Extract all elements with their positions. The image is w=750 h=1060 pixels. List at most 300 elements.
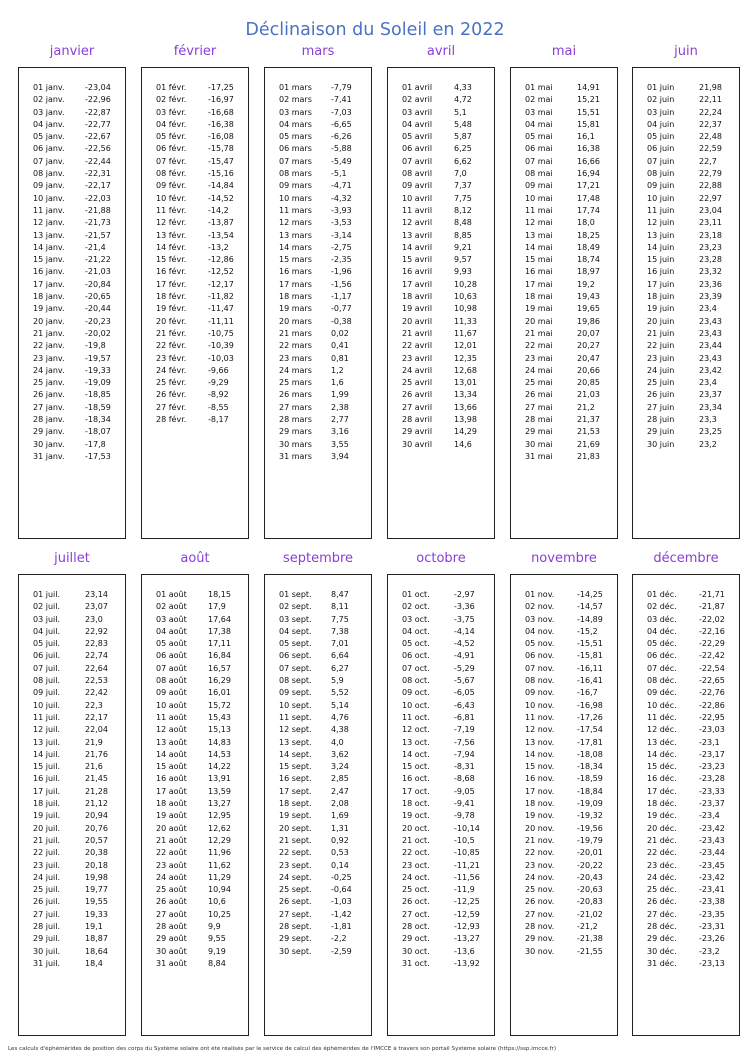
day-label: 04 févr.: [156, 119, 187, 129]
day-row: [19, 377, 125, 389]
day-row: [633, 402, 739, 414]
declination-value: -9,66: [208, 365, 229, 375]
declination-value: 4,38: [331, 725, 349, 735]
day-label: 18 juin: [647, 292, 675, 302]
day-label: 21 févr.: [156, 328, 187, 338]
day-label: 31 mai: [525, 451, 553, 461]
day-row: [19, 205, 125, 217]
day-label: 06 oct.: [402, 651, 430, 661]
day-label: 17 févr.: [156, 279, 187, 289]
declination-value: 16,66: [577, 156, 600, 166]
month-table: [510, 67, 618, 539]
declination-value: -1,81: [331, 922, 352, 932]
day-label: 28 août: [156, 922, 187, 932]
declination-value: -23,43: [699, 835, 725, 845]
day-label: 07 avril: [402, 156, 433, 166]
declination-value: -18,84: [577, 786, 603, 796]
day-label: 07 juil.: [33, 663, 61, 673]
day-row: [142, 786, 248, 798]
day-row: [19, 279, 125, 291]
day-row: [633, 180, 739, 192]
day-label: 05 févr.: [156, 132, 187, 142]
day-row: [633, 749, 739, 761]
declination-value: 22,92: [85, 626, 108, 636]
declination-value: -23,45: [699, 860, 725, 870]
day-label: 14 oct.: [402, 749, 430, 759]
day-label: 09 juil.: [33, 688, 61, 698]
declination-value: -22,17: [85, 181, 111, 191]
declination-value: 16,94: [577, 169, 600, 179]
day-label: 27 avril: [402, 402, 433, 412]
declination-value: 17,48: [577, 193, 600, 203]
day-row: [142, 675, 248, 687]
declination-value: 23,43: [699, 328, 722, 338]
day-row: [265, 810, 371, 822]
day-row: [265, 426, 371, 438]
day-label: 13 nov.: [525, 737, 555, 747]
day-row: [633, 773, 739, 785]
day-label: 18 juil.: [33, 799, 61, 809]
declination-value: -17,8: [85, 439, 106, 449]
declination-value: 10,63: [454, 292, 477, 302]
day-label: 05 déc.: [647, 639, 677, 649]
day-label: 06 juil.: [33, 651, 61, 661]
day-row: [19, 860, 125, 872]
declination-value: 3,55: [331, 439, 349, 449]
declination-value: 20,07: [577, 328, 600, 338]
day-label: 12 oct.: [402, 725, 430, 735]
declination-value: 23,23: [699, 242, 722, 252]
day-row: [19, 156, 125, 168]
day-row: [633, 328, 739, 340]
day-row: [633, 933, 739, 945]
day-label: 22 juil.: [33, 848, 61, 858]
declination-value: -16,97: [208, 95, 234, 105]
day-row: [265, 946, 371, 958]
day-label: 07 oct.: [402, 663, 430, 673]
declination-value: 22,3: [85, 700, 103, 710]
declination-value: 21,53: [577, 427, 600, 437]
day-row: [142, 810, 248, 822]
declination-value: -20,65: [85, 292, 111, 302]
day-row: [511, 773, 617, 785]
day-row: [388, 921, 494, 933]
declination-value: -17,25: [208, 83, 234, 92]
declination-value: -16,98: [577, 700, 603, 710]
declination-value: 22,88: [699, 181, 722, 191]
day-row: [388, 82, 494, 94]
month-table: [387, 574, 495, 1036]
day-row: [633, 143, 739, 155]
day-label: 30 oct.: [402, 946, 430, 956]
declination-value: -7,79: [331, 83, 352, 92]
day-row: [511, 860, 617, 872]
day-label: 13 sept.: [279, 737, 312, 747]
month-table: [264, 574, 372, 1036]
day-label: 26 août: [156, 897, 187, 907]
day-row: [388, 414, 494, 426]
declination-value: -2,97: [454, 590, 475, 599]
day-row: [142, 143, 248, 155]
day-label: 18 févr.: [156, 292, 187, 302]
declination-value: -1,96: [331, 267, 352, 277]
day-row: [19, 242, 125, 254]
day-row: [511, 143, 617, 155]
month-table: [264, 67, 372, 539]
day-row: [19, 773, 125, 785]
declination-value: -23,41: [699, 885, 725, 895]
day-label: 13 févr.: [156, 230, 187, 240]
declination-value: -23,37: [699, 799, 725, 809]
declination-value: -23,42: [699, 823, 725, 833]
day-label: 27 mai: [525, 402, 553, 412]
day-label: 29 mars: [279, 427, 312, 437]
day-row: [19, 761, 125, 773]
day-row: [142, 860, 248, 872]
day-label: 13 déc.: [647, 737, 677, 747]
declination-value: 9,57: [454, 255, 472, 265]
day-label: 23 oct.: [402, 860, 430, 870]
day-row: [511, 650, 617, 662]
day-row: [265, 601, 371, 613]
day-row: [142, 205, 248, 217]
day-row: [388, 143, 494, 155]
day-label: 26 oct.: [402, 897, 430, 907]
declination-value: 20,85: [577, 378, 600, 388]
day-row: [511, 254, 617, 266]
day-row: [388, 909, 494, 921]
day-row: [142, 82, 248, 94]
month-table: [141, 67, 249, 539]
declination-value: 8,11: [331, 602, 349, 612]
day-row: [511, 402, 617, 414]
declination-value: 9,21: [454, 242, 472, 252]
day-label: 11 janv.: [33, 205, 65, 215]
day-label: 22 avril: [402, 341, 433, 351]
day-label: 30 juin: [647, 439, 675, 449]
declination-value: -20,43: [577, 872, 603, 882]
day-label: 29 août: [156, 934, 187, 944]
day-label: 04 janv.: [33, 119, 65, 129]
declination-value: 18,97: [577, 267, 600, 277]
declination-value: 12,95: [208, 811, 231, 821]
declination-value: 18,64: [85, 946, 108, 956]
month-name: février: [173, 44, 217, 59]
day-label: 23 mai: [525, 353, 553, 363]
declination-value: 22,17: [85, 712, 108, 722]
day-label: 21 avril: [402, 328, 433, 338]
day-label: 28 nov.: [525, 922, 555, 932]
declination-value: 4,72: [454, 95, 472, 105]
day-label: 22 juin: [647, 341, 675, 351]
declination-value: 23,25: [699, 427, 722, 437]
day-row: [142, 933, 248, 945]
day-label: 18 août: [156, 799, 187, 809]
day-row: [633, 340, 739, 352]
day-row: [633, 119, 739, 131]
declination-value: -21,73: [85, 218, 111, 228]
day-label: 06 mai: [525, 144, 553, 154]
declination-value: 13,91: [208, 774, 231, 784]
day-row: [142, 872, 248, 884]
month-name: novembre: [531, 551, 597, 566]
day-row: [511, 316, 617, 328]
day-row: [511, 230, 617, 242]
declination-value: 5,52: [331, 688, 349, 698]
day-label: 16 août: [156, 774, 187, 784]
declination-value: -6,65: [331, 119, 352, 129]
day-row: [633, 94, 739, 106]
day-row: [633, 700, 739, 712]
day-row: [633, 291, 739, 303]
day-label: 13 avril: [402, 230, 433, 240]
footer-credit: Les calculs d'éphémérides de position des corps du Système solaire ont été réalisés par le service de calcul des éphémérides de l'IMCCE à travers son portail Système solaire (https://ssp.imcce.fr): [8, 1046, 557, 1052]
declination-value: 21,9: [85, 737, 103, 747]
day-row: [142, 663, 248, 675]
day-row: [388, 810, 494, 822]
day-row: [511, 451, 617, 463]
day-row: [388, 884, 494, 896]
declination-value: -22,54: [699, 663, 725, 673]
day-row: [388, 761, 494, 773]
declination-value: 8,47: [331, 590, 349, 599]
day-row: [265, 279, 371, 291]
declination-value: 4,76: [331, 712, 349, 722]
day-label: 13 mars: [279, 230, 312, 240]
day-label: 19 nov.: [525, 811, 555, 821]
day-label: 03 janv.: [33, 107, 65, 117]
declination-value: -9,05: [454, 786, 475, 796]
day-row: [511, 626, 617, 638]
declination-value: 16,1: [577, 132, 595, 142]
day-row: [633, 107, 739, 119]
day-row: [265, 872, 371, 884]
day-row: [511, 749, 617, 761]
day-row: [633, 426, 739, 438]
declination-value: 22,79: [699, 169, 722, 179]
day-label: 10 mars: [279, 193, 312, 203]
day-label: 17 sept.: [279, 786, 312, 796]
declination-value: 21,37: [577, 415, 600, 425]
day-row: [388, 823, 494, 835]
day-label: 07 févr.: [156, 156, 187, 166]
declination-value: 23,42: [699, 365, 722, 375]
day-label: 03 avril: [402, 107, 433, 117]
day-label: 22 sept.: [279, 848, 312, 858]
declination-value: -20,83: [577, 897, 603, 907]
day-label: 06 juin: [647, 144, 675, 154]
declination-value: -14,89: [577, 614, 603, 624]
day-row: [511, 921, 617, 933]
day-row: [633, 958, 739, 970]
declination-value: -21,71: [699, 590, 725, 599]
declination-value: 22,37: [699, 119, 722, 129]
day-row: [511, 847, 617, 859]
day-label: 31 août: [156, 958, 187, 968]
day-row: [19, 749, 125, 761]
declination-value: -21,57: [85, 230, 111, 240]
declination-value: -15,81: [577, 651, 603, 661]
day-row: [142, 340, 248, 352]
day-row: [142, 242, 248, 254]
declination-value: -21,38: [577, 934, 603, 944]
day-label: 16 déc.: [647, 774, 677, 784]
day-label: 25 juin: [647, 378, 675, 388]
day-row: [142, 589, 248, 601]
declination-value: 8,85: [454, 230, 472, 240]
declination-value: -10,14: [454, 823, 480, 833]
day-label: 11 sept.: [279, 712, 312, 722]
day-label: 02 nov.: [525, 602, 555, 612]
day-row: [511, 389, 617, 401]
day-row: [265, 156, 371, 168]
declination-value: -12,25: [454, 897, 480, 907]
day-label: 19 sept.: [279, 811, 312, 821]
day-row: [388, 131, 494, 143]
day-label: 26 sept.: [279, 897, 312, 907]
declination-value: -23,28: [699, 774, 725, 784]
day-row: [388, 638, 494, 650]
day-row: [388, 365, 494, 377]
declination-value: 15,21: [577, 95, 600, 105]
declination-value: -22,86: [699, 700, 725, 710]
day-label: 19 août: [156, 811, 187, 821]
declination-value: 1,2: [331, 365, 344, 375]
day-row: [388, 205, 494, 217]
day-label: 10 févr.: [156, 193, 187, 203]
day-label: 17 déc.: [647, 786, 677, 796]
page-title: Déclinaison du Soleil en 2022: [245, 20, 505, 40]
day-row: [388, 180, 494, 192]
day-label: 26 mars: [279, 390, 312, 400]
day-row: [142, 712, 248, 724]
declination-value: 7,75: [454, 193, 472, 203]
day-row: [265, 687, 371, 699]
day-label: 25 mars: [279, 378, 312, 388]
declination-value: 1,31: [331, 823, 349, 833]
day-label: 09 juin: [647, 181, 675, 191]
day-label: 10 oct.: [402, 700, 430, 710]
declination-value: -22,42: [699, 651, 725, 661]
day-label: 26 juil.: [33, 897, 61, 907]
day-row: [265, 291, 371, 303]
day-label: 13 juin: [647, 230, 675, 240]
declination-value: -19,09: [577, 799, 603, 809]
declination-value: -16,08: [208, 132, 234, 142]
day-label: 14 juil.: [33, 749, 61, 759]
day-label: 15 déc.: [647, 762, 677, 772]
day-row: [265, 230, 371, 242]
day-label: 29 avril: [402, 427, 433, 437]
day-label: 21 déc.: [647, 835, 677, 845]
day-label: 14 août: [156, 749, 187, 759]
day-label: 19 mars: [279, 304, 312, 314]
day-label: 08 nov.: [525, 676, 555, 686]
day-label: 24 juin: [647, 365, 675, 375]
day-row: [511, 896, 617, 908]
day-label: 04 sept.: [279, 626, 312, 636]
month-name: octobre: [416, 551, 466, 566]
day-row: [19, 328, 125, 340]
declination-value: -13,2: [208, 242, 229, 252]
day-label: 16 sept.: [279, 774, 312, 784]
declination-value: 3,24: [331, 762, 349, 772]
day-label: 08 avril: [402, 169, 433, 179]
day-row: [19, 687, 125, 699]
declination-value: 22,83: [85, 639, 108, 649]
day-label: 14 mars: [279, 242, 312, 252]
day-label: 17 oct.: [402, 786, 430, 796]
day-row: [19, 353, 125, 365]
day-row: [511, 810, 617, 822]
declination-value: 23,14: [85, 590, 108, 599]
day-row: [142, 773, 248, 785]
day-row: [388, 402, 494, 414]
day-row: [265, 650, 371, 662]
day-label: 08 déc.: [647, 676, 677, 686]
declination-value: 4,0: [331, 737, 344, 747]
declination-value: 11,62: [208, 860, 231, 870]
day-row: [633, 823, 739, 835]
day-row: [388, 340, 494, 352]
day-row: [265, 254, 371, 266]
declination-value: -5,29: [454, 663, 475, 673]
declination-value: 21,45: [85, 774, 108, 784]
declination-value: -11,56: [454, 872, 480, 882]
day-row: [633, 946, 739, 958]
declination-value: 5,87: [454, 132, 472, 142]
day-row: [633, 205, 739, 217]
day-label: 24 nov.: [525, 872, 555, 882]
day-label: 19 janv.: [33, 304, 65, 314]
day-label: 02 août: [156, 602, 187, 612]
declination-value: -15,47: [208, 156, 234, 166]
day-row: [388, 663, 494, 675]
day-row: [265, 168, 371, 180]
day-label: 24 juil.: [33, 872, 61, 882]
declination-value: 8,48: [454, 218, 472, 228]
day-row: [388, 872, 494, 884]
day-row: [511, 687, 617, 699]
declination-value: -18,59: [85, 402, 111, 412]
day-label: 26 avril: [402, 390, 433, 400]
declination-value: -0,77: [331, 304, 352, 314]
day-label: 13 janv.: [33, 230, 65, 240]
day-row: [142, 353, 248, 365]
day-label: 20 oct.: [402, 823, 430, 833]
declination-value: -20,63: [577, 885, 603, 895]
day-label: 07 mars: [279, 156, 312, 166]
day-row: [142, 107, 248, 119]
day-label: 30 août: [156, 946, 187, 956]
day-label: 09 févr.: [156, 181, 187, 191]
day-row: [265, 761, 371, 773]
declination-value: 10,6: [208, 897, 226, 907]
declination-value: 21,76: [85, 749, 108, 759]
declination-value: 17,11: [208, 639, 231, 649]
declination-value: 22,7: [699, 156, 717, 166]
day-row: [388, 958, 494, 970]
declination-value: -5,67: [454, 676, 475, 686]
day-label: 02 oct.: [402, 602, 430, 612]
declination-value: 16,38: [577, 144, 600, 154]
day-row: [265, 749, 371, 761]
day-label: 12 févr.: [156, 218, 187, 228]
declination-value: 18,0: [577, 218, 595, 228]
day-label: 19 juin: [647, 304, 675, 314]
day-row: [633, 798, 739, 810]
declination-value: 23,18: [699, 230, 722, 240]
